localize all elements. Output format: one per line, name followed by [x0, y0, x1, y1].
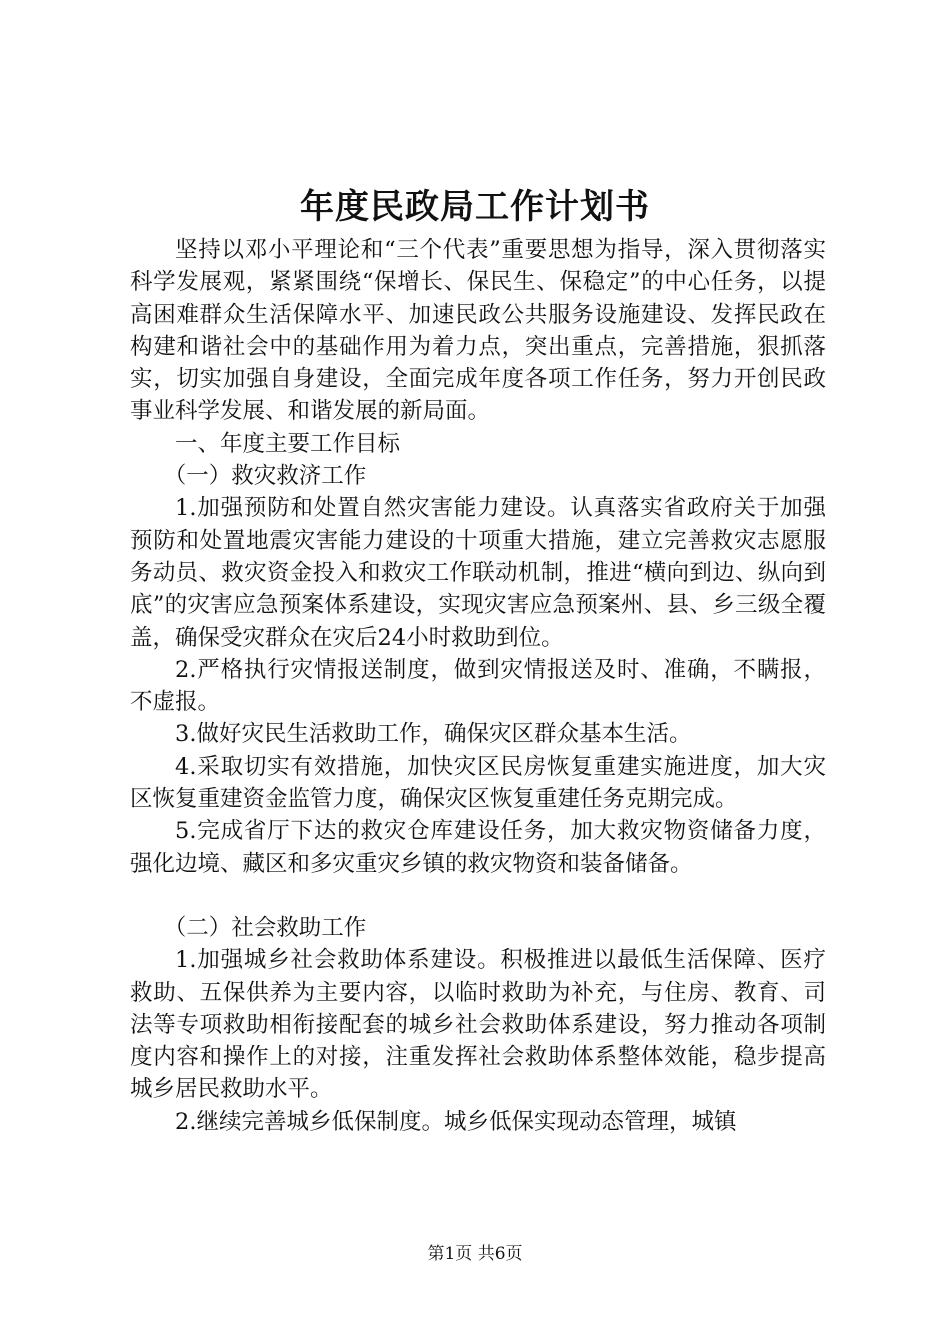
list-item: 1.加强城乡社会救助体系建设。积极推进以最低生活保障、医疗救助、五保供养为主要内容，以临时救助为补充，与住房、教育、司法等专项救助相衔接配套的城乡社会救助体系建设，努力推动各项制度内容和操作上的对接，注重发挥社会救助体系整体效能，稳步提高城乡居民救助水平。	[130, 947, 826, 1103]
list-item: 5.完成省厅下达的救灾仓库建设任务，加大救灾物资储备力度，强化边境、藏区和多灾重灾乡镇的救灾物资和装备储备。	[130, 818, 826, 877]
page-footer: 第1页 共6页	[427, 1244, 523, 1264]
intro-paragraph: 坚持以邓小平理论和“三个代表”重要思想为指导，深入贯彻落实科学发展观，紧紧围绕“保增长、保民生、保稳定”的中心任务，以提高困难群众生活保障水平、加速民政公共服务设施建设、发挥民政在构建和谐社会中的基础作用为着力点，突出重点，完善措施，狠抓落实，切实加强自身建设，全面完成年度各项工作任务，努力开创民政事业科学发展、和谐发展的新局面。	[130, 237, 826, 425]
list-item: 3.做好灾民生活救助工作，确保灾区群众基本生活。	[175, 721, 692, 748]
subsection-heading: （一）救灾救济工作	[163, 463, 367, 490]
page-title: 年度民政局工作计划书	[300, 187, 650, 227]
section-heading: 一、年度主要工作目标	[175, 430, 401, 457]
list-item: 4.采取切实有效措施，加快灾区民房恢复重建实施进度，加大灾区恢复重建资金监管力度，确保灾区恢复重建任务克期完成。	[130, 753, 826, 813]
list-item: 2.继续完善城乡低保制度。城乡低保实现动态管理，城镇	[175, 1108, 737, 1135]
list-item: 2.严格执行灾情报送制度，做到灾情报送及时、准确，不瞒报，不虚报。	[130, 656, 826, 716]
subsection-heading: （二）社会救助工作	[163, 914, 367, 941]
list-item: 1.加强预防和处置自然灾害能力建设。认真落实省政府关于加强预防和处置地震灾害能力建设的十项重大措施，建立完善救灾志愿服务动员、救灾资金投入和救灾工作联动机制，推进“横向到边、纵向到底”的灾害应急预案体系建设，实现灾害应急预案州、县、乡三级全覆盖，确保受灾群众在灾后24小时救助到位。	[130, 495, 826, 651]
document-body	[130, 234, 826, 1138]
